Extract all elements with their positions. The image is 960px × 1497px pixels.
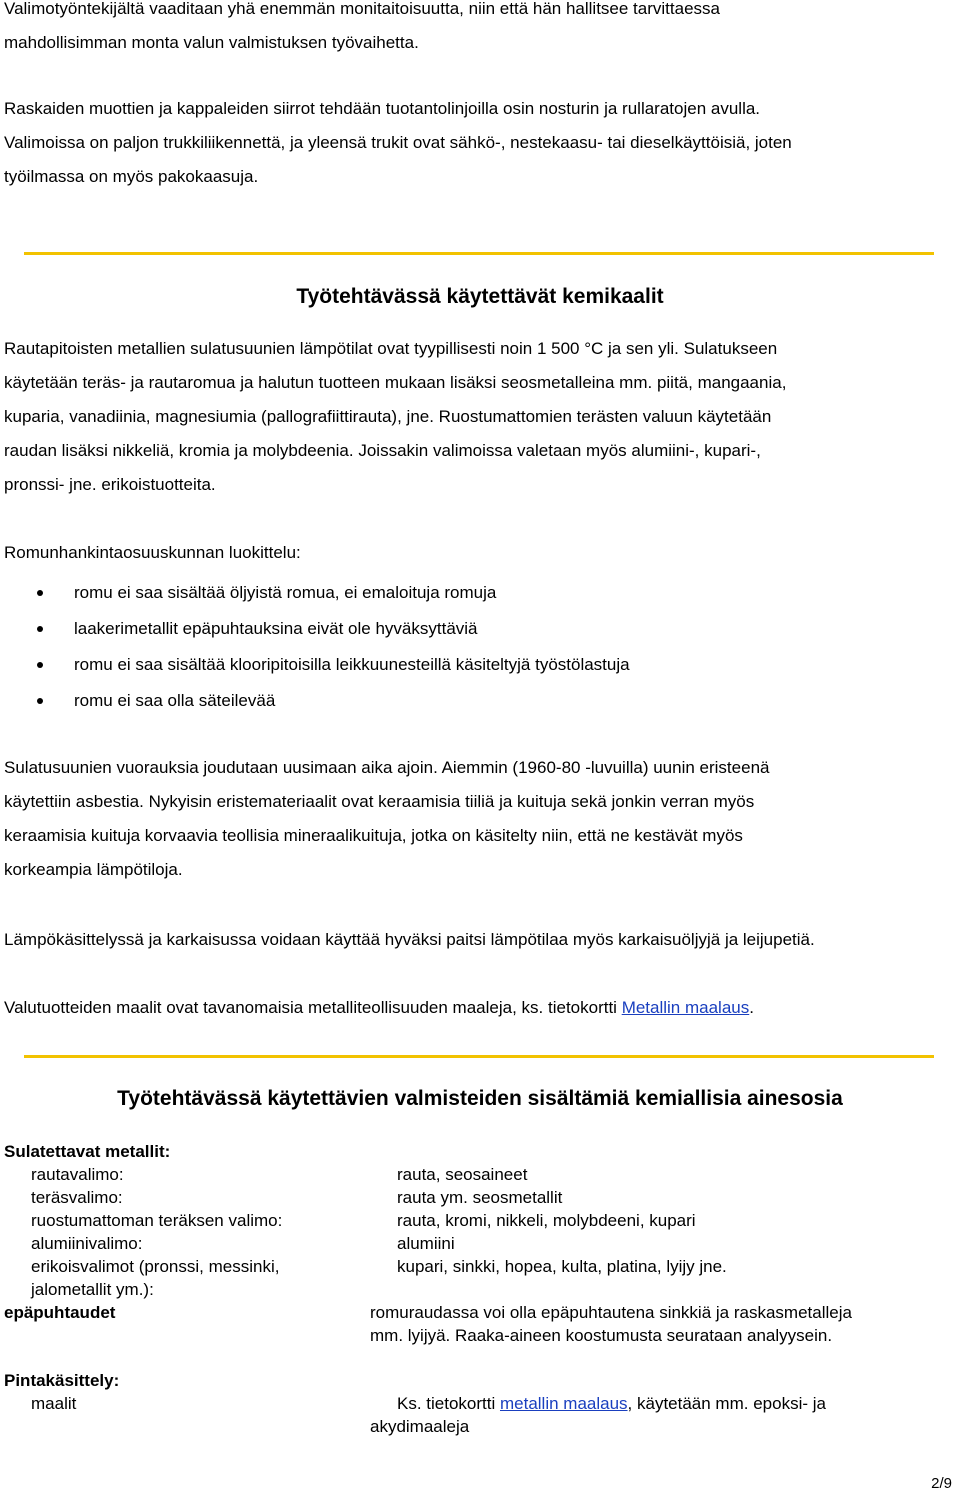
- paints-prefix: Ks. tietokortti: [397, 1394, 500, 1413]
- row-value: rauta ym. seosmetallit: [397, 1188, 563, 1207]
- melt-metals-label: Sulatettavat metallit:: [4, 1142, 171, 1161]
- paints-value: [397, 1392, 954, 1415]
- row-value: [397, 1278, 954, 1301]
- impurities-value-2: mm. lyijyä. Raaka-aineen koostumusta seurataan analyysein.: [370, 1326, 833, 1345]
- table-row: [4, 1415, 954, 1438]
- metallin-maalaus-link[interactable]: Metallin maalaus: [621, 998, 750, 1017]
- table-row: [4, 1186, 954, 1209]
- section-2-heading: Työtehtävässä käytettävien valmisteiden sisältämiä kemiallisia ainesosia: [117, 1087, 843, 1110]
- bullet-icon: [37, 626, 43, 632]
- list-item-text: romu ei saa sisältää öljyistä romua, ei emaloituja romuja: [74, 583, 497, 602]
- s1-p1-line: raudan lisäksi nikkeliä, kromia ja molybdeenia. Joissakin valimoissa valetaan myös alumiini-, kupari-,: [4, 441, 761, 460]
- list-item-text: romu ei saa sisältää klooripitoisilla leikkuunesteillä käsiteltyjä työstölastuja: [74, 655, 630, 674]
- surface-treatment-label: Pintakäsittely:: [4, 1371, 120, 1390]
- ingredients-table: [4, 1140, 954, 1438]
- bullet-icon: [37, 590, 43, 596]
- section-1-paragraph-1: [4, 332, 954, 502]
- bullet-icon: [37, 698, 43, 704]
- table-row: [4, 1209, 954, 1232]
- impurities-label: epäpuhtaudet: [4, 1303, 116, 1322]
- list-item: [0, 683, 630, 719]
- s1-p2-line: käytettiin asbestia. Nykyisin eristemateriaalit ovat keraamisia tiiliä ja kuituja sekä jonkin verran myös: [4, 792, 755, 811]
- table-row: [4, 1232, 954, 1255]
- p4-suffix: .: [749, 998, 754, 1017]
- table-row: [4, 1278, 954, 1301]
- table-row: [4, 1324, 954, 1347]
- classification-label: Romunhankintaosuuskunnan luokittelu:: [4, 543, 301, 562]
- paints-label: maalit: [31, 1394, 77, 1413]
- row-label: alumiinivalimo:: [31, 1234, 143, 1253]
- table-row: [4, 1255, 954, 1278]
- intro-paragraph-2: [4, 92, 954, 194]
- row-value: alumiini: [397, 1234, 455, 1253]
- intro-p1-line1: Valimotyöntekijältä vaaditaan yhä enemmän monitaitoisuutta, niin että hän hallitsee tarvittaessa: [4, 0, 720, 18]
- intro-p2-line1: Raskaiden muottien ja kappaleiden siirrot tehdään tuotantolinjoilla osin nosturin ja rullaratojen avulla.: [4, 99, 761, 118]
- s1-p1-line: pronssi- jne. erikoistuotteita.: [4, 475, 216, 494]
- section-1-paragraph-3: Lämpökäsittelyssä ja karkaisussa voidaan käyttää hyväksi paitsi lämpötilaa myös karkaisuöljyjä ja leijupetiä.: [4, 930, 815, 949]
- row-label: rautavalimo:: [31, 1165, 124, 1184]
- table-row: [4, 1163, 954, 1186]
- list-item: [0, 611, 630, 647]
- intro-p2-line2: Valimoissa on paljon trukkiliikennettä, ja yleensä trukit ovat sähkö-, nestekaasu- tai dieselkäyttöisiä, joten: [4, 133, 792, 152]
- bullet-icon: [37, 662, 43, 668]
- paints-suffix: , käytetään mm. epoksi- ja: [627, 1394, 826, 1413]
- section-1-heading: Työtehtävässä käytettävät kemikaalit: [296, 285, 664, 308]
- s1-p2-line: Sulatusuunien vuorauksia joudutaan uusimaan aika ajoin. Aiemmin (1960-80 -luvuilla) uunin eristeenä: [4, 758, 770, 777]
- list-item-text: laakerimetallit epäpuhtauksina eivät ole hyväksyttäviä: [74, 619, 478, 638]
- impurities-value: romuraudassa voi olla epäpuhtautena sinkkiä ja raskasmetalleja: [370, 1303, 852, 1322]
- list-item-text: romu ei saa olla säteilevää: [74, 691, 276, 710]
- table-row: [4, 1301, 954, 1324]
- s1-p2-line: korkeampia lämpötiloja.: [4, 860, 183, 879]
- metallin-maalaus-link-2[interactable]: metallin maalaus: [499, 1394, 628, 1413]
- section-divider-2: [24, 1055, 934, 1058]
- intro-paragraph-1: [4, 0, 954, 60]
- row-label: erikoisvalimot (pronssi, messinki,: [31, 1257, 280, 1276]
- section-divider-1: [24, 252, 934, 255]
- intro-p2-line3: työilmassa on myös pakokaasuja.: [4, 167, 259, 186]
- section-1-paragraph-4: [4, 991, 954, 1025]
- page-number: 2/9: [931, 1475, 952, 1492]
- row-label: teräsvalimo:: [31, 1188, 123, 1207]
- scrap-classification-list: [0, 575, 630, 719]
- list-item: [0, 647, 630, 683]
- intro-p1-line2: mahdollisimman monta valun valmistuksen työvaihetta.: [4, 33, 419, 52]
- row-value: kupari, sinkki, hopea, kulta, platina, lyijy jne.: [397, 1257, 727, 1276]
- p4-text: Valutuotteiden maalit ovat tavanomaisia metalliteollisuuden maaleja, ks. tietokortti: [4, 998, 622, 1017]
- s1-p1-line: käytetään teräs- ja rautaromua ja halutun tuotteen mukaan lisäksi seosmetalleina mm. piitä, mangaania,: [4, 373, 787, 392]
- s1-p2-line: keraamisia kuituja korvaavia teollisia mineraalikuituja, jotka on käsitelty niin, että ne kestävät myös: [4, 826, 743, 845]
- section-1-paragraph-2: [4, 751, 954, 887]
- s1-p1-line: Rautapitoisten metallien sulatusuunien lämpötilat ovat tyypillisesti noin 1 500 °C ja sen yli. Sulatukseen: [4, 339, 778, 358]
- row-value: rauta, seosaineet: [397, 1165, 528, 1184]
- row-label: ruostumattoman teräksen valimo:: [31, 1211, 283, 1230]
- table-row: [4, 1392, 954, 1415]
- list-item: [0, 575, 630, 611]
- row-value: rauta, kromi, nikkeli, molybdeeni, kupari: [397, 1211, 696, 1230]
- paints-value-2: akydimaaleja: [370, 1417, 470, 1436]
- row-label: jalometallit ym.):: [31, 1280, 154, 1299]
- s1-p1-line: kuparia, vanadiinia, magnesiumia (pallografiittirauta), jne. Ruostumattomien terästen valuun käytetään: [4, 407, 772, 426]
